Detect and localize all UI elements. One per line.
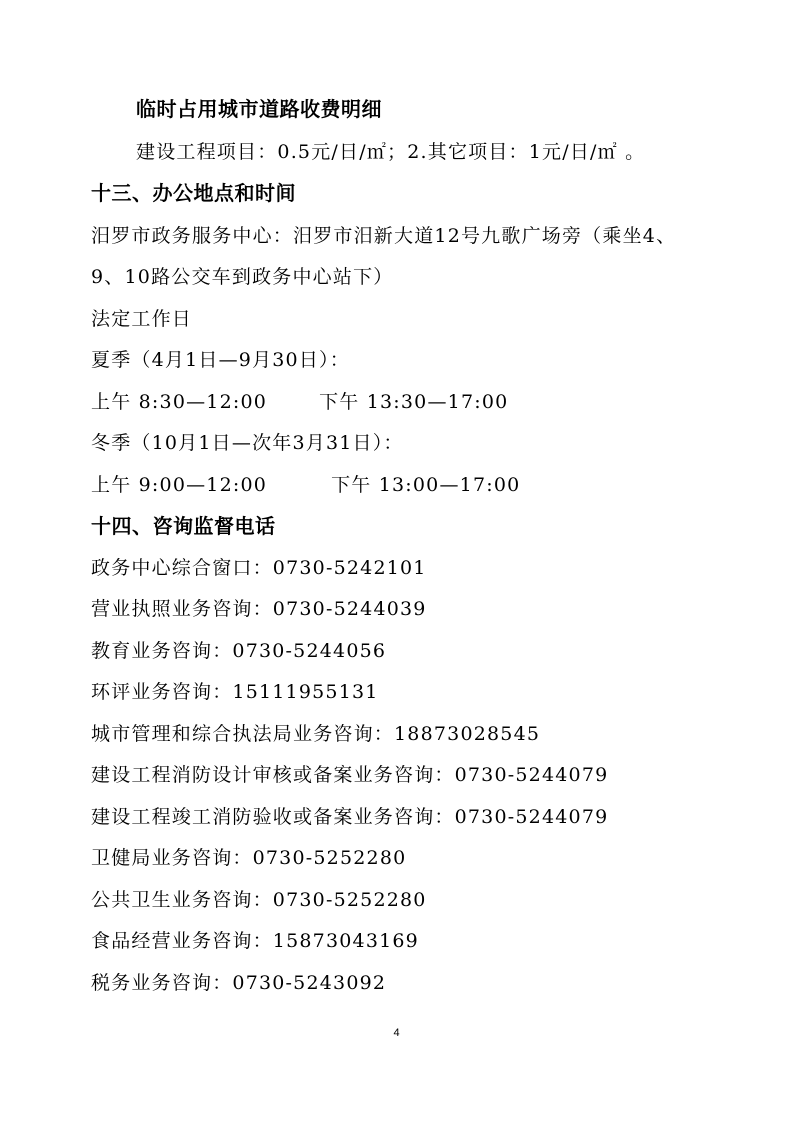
- section-heading-office: 十三、办公地点和时间: [91, 181, 296, 205]
- list-item: 税务业务咨询：0730-5243092: [91, 972, 387, 994]
- list-item: 建设工程消防设计审核或备案业务咨询：0730-5244079: [91, 764, 609, 786]
- list-item: 教育业务咨询：0730-5244056: [91, 640, 387, 662]
- summer-label: 夏季（4月1日—9月30日）：: [91, 349, 350, 371]
- summer-morning-hours: 上午 8:30—12:00: [91, 391, 268, 413]
- office-address-line-2: 9、10路公交车到政务中心站下）: [91, 266, 394, 288]
- winter-hours: [91, 473, 520, 497]
- list-item: 卫健局业务咨询：0730-5252280: [91, 847, 407, 869]
- list-item: 政务中心综合窗口：0730-5242101: [91, 557, 427, 579]
- list-item: 公共卫生业务咨询：0730-5252280: [91, 889, 427, 911]
- section-heading-consult: 十四、咨询监督电话: [91, 514, 276, 538]
- winter-label: 冬季（10月1日—次年3月31日）：: [91, 432, 404, 454]
- summer-afternoon-hours: 下午 13:30—17:00: [319, 391, 509, 413]
- list-item: 环评业务咨询：15111955131: [91, 681, 379, 703]
- page-number: 4: [393, 1027, 400, 1039]
- fee-detail: 建设工程项目：0.5元/日/㎡；2.其它项目：1元/日/㎡ 。: [136, 141, 646, 163]
- workday-label: 法定工作日: [91, 308, 193, 330]
- list-item: 营业执照业务咨询：0730-5244039: [91, 598, 427, 620]
- fee-title: 临时占用城市道路收费明细: [136, 97, 382, 121]
- office-address-line-1: 汨罗市政务服务中心：汨罗市汨新大道12号九歌广场旁（乘坐4、: [91, 225, 677, 247]
- list-item: 食品经营业务咨询：15873043169: [91, 930, 419, 952]
- list-item: 建设工程竣工消防验收或备案业务咨询：0730-5244079: [91, 806, 609, 828]
- winter-morning-hours: 上午 9:00—12:00: [91, 474, 268, 496]
- summer-hours: [91, 390, 508, 414]
- list-item: 城市管理和综合执法局业务咨询：18873028545: [91, 723, 541, 745]
- winter-afternoon-hours: 下午 13:00—17:00: [331, 474, 521, 496]
